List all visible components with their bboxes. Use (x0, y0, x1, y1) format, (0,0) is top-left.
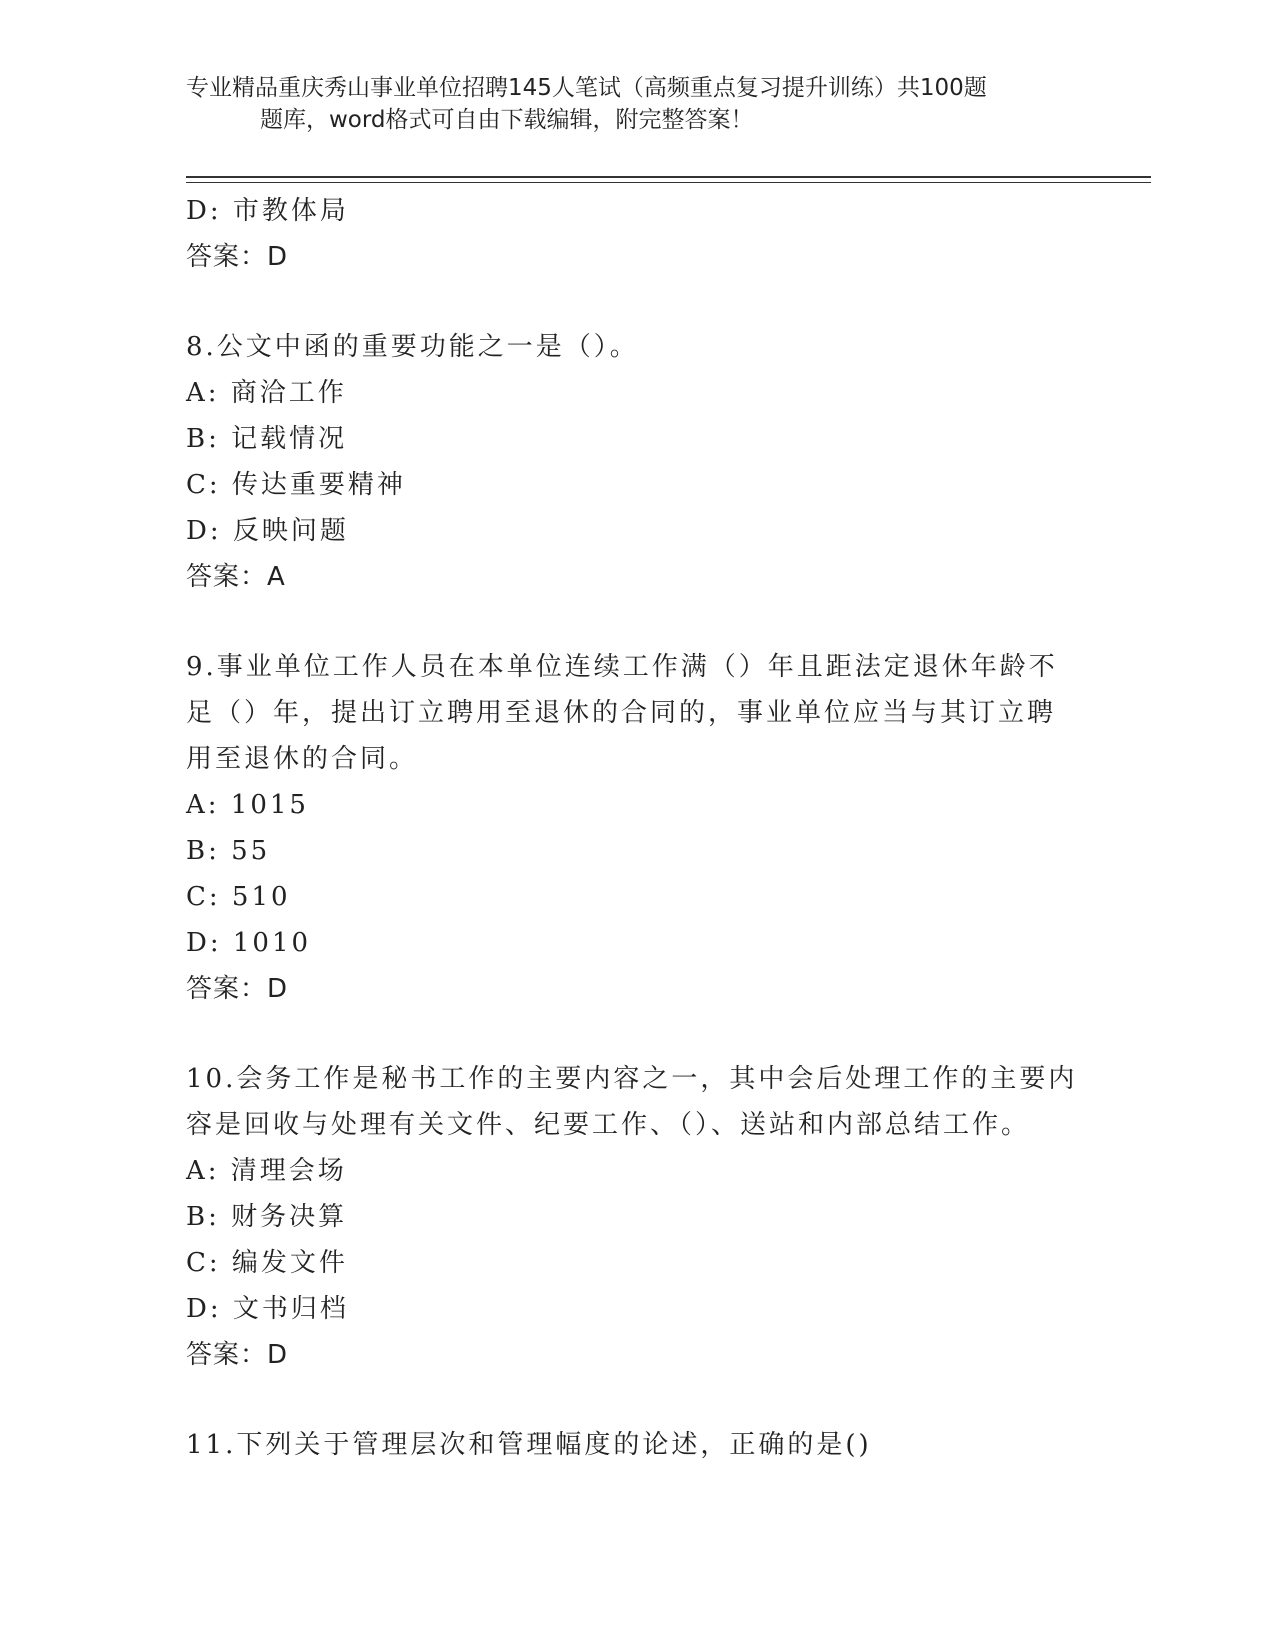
header-title-line2: 题库，word格式可自由下载编辑，附完整答案！ (260, 107, 754, 133)
header-title-line1: 专业精品重庆秀山事业单位招聘145人笔试（高频重点复习提升训练）共100题 (186, 75, 987, 101)
option-d: D: 1010 (186, 928, 312, 958)
option-b: B: 财务决算 (186, 1202, 348, 1232)
option-d: D: 文书归档 (186, 1294, 349, 1324)
question-stem-line1: 9.事业单位工作人员在本单位连续工作满（）年且距法定退休年龄不 (186, 652, 1058, 682)
header-rule-thin (186, 182, 1151, 183)
option-a: A: 清理会场 (186, 1156, 347, 1186)
question-stem: 8.公文中函的重要功能之一是（）。 (186, 332, 639, 362)
option-c: C: 510 (186, 882, 291, 912)
option-b: B: 55 (186, 836, 271, 866)
header-rule-thick (186, 176, 1151, 178)
question-stem-line2: 容是回收与处理有关文件、纪要工作、（）、送站和内部总结工作。 (186, 1110, 1031, 1140)
answer: 答案：A (186, 562, 286, 592)
question-9 (186, 644, 1086, 1012)
question-stem-line3: 用至退休的合同。 (186, 744, 419, 774)
option-d: D: 反映问题 (186, 516, 349, 546)
question-stem: 11.下列关于管理层次和管理幅度的论述，正确的是() (186, 1430, 872, 1460)
answer: 答案：D (186, 974, 289, 1004)
question-11 (186, 1422, 1086, 1468)
option-d: D: 市教体局 (186, 196, 349, 226)
option-a: A: 商洽工作 (186, 378, 347, 408)
answer: 答案：D (186, 1340, 289, 1370)
page-header (186, 72, 1066, 136)
question-10 (186, 1056, 1086, 1378)
question-stem-line2: 足（）年，提出订立聘用至退休的合同的，事业单位应当与其订立聘 (186, 698, 1057, 728)
question-7-tail (186, 188, 1086, 280)
question-8 (186, 324, 1086, 600)
option-a: A: 1015 (186, 790, 309, 820)
option-c: C: 传达重要精神 (186, 470, 406, 500)
answer: 答案：D (186, 242, 289, 272)
option-b: B: 记载情况 (186, 424, 348, 454)
option-c: C: 编发文件 (186, 1248, 348, 1278)
document-body (186, 188, 1086, 1468)
question-stem-line1: 10.会务工作是秘书工作的主要内容之一，其中会后处理工作的主要内 (186, 1064, 1078, 1094)
